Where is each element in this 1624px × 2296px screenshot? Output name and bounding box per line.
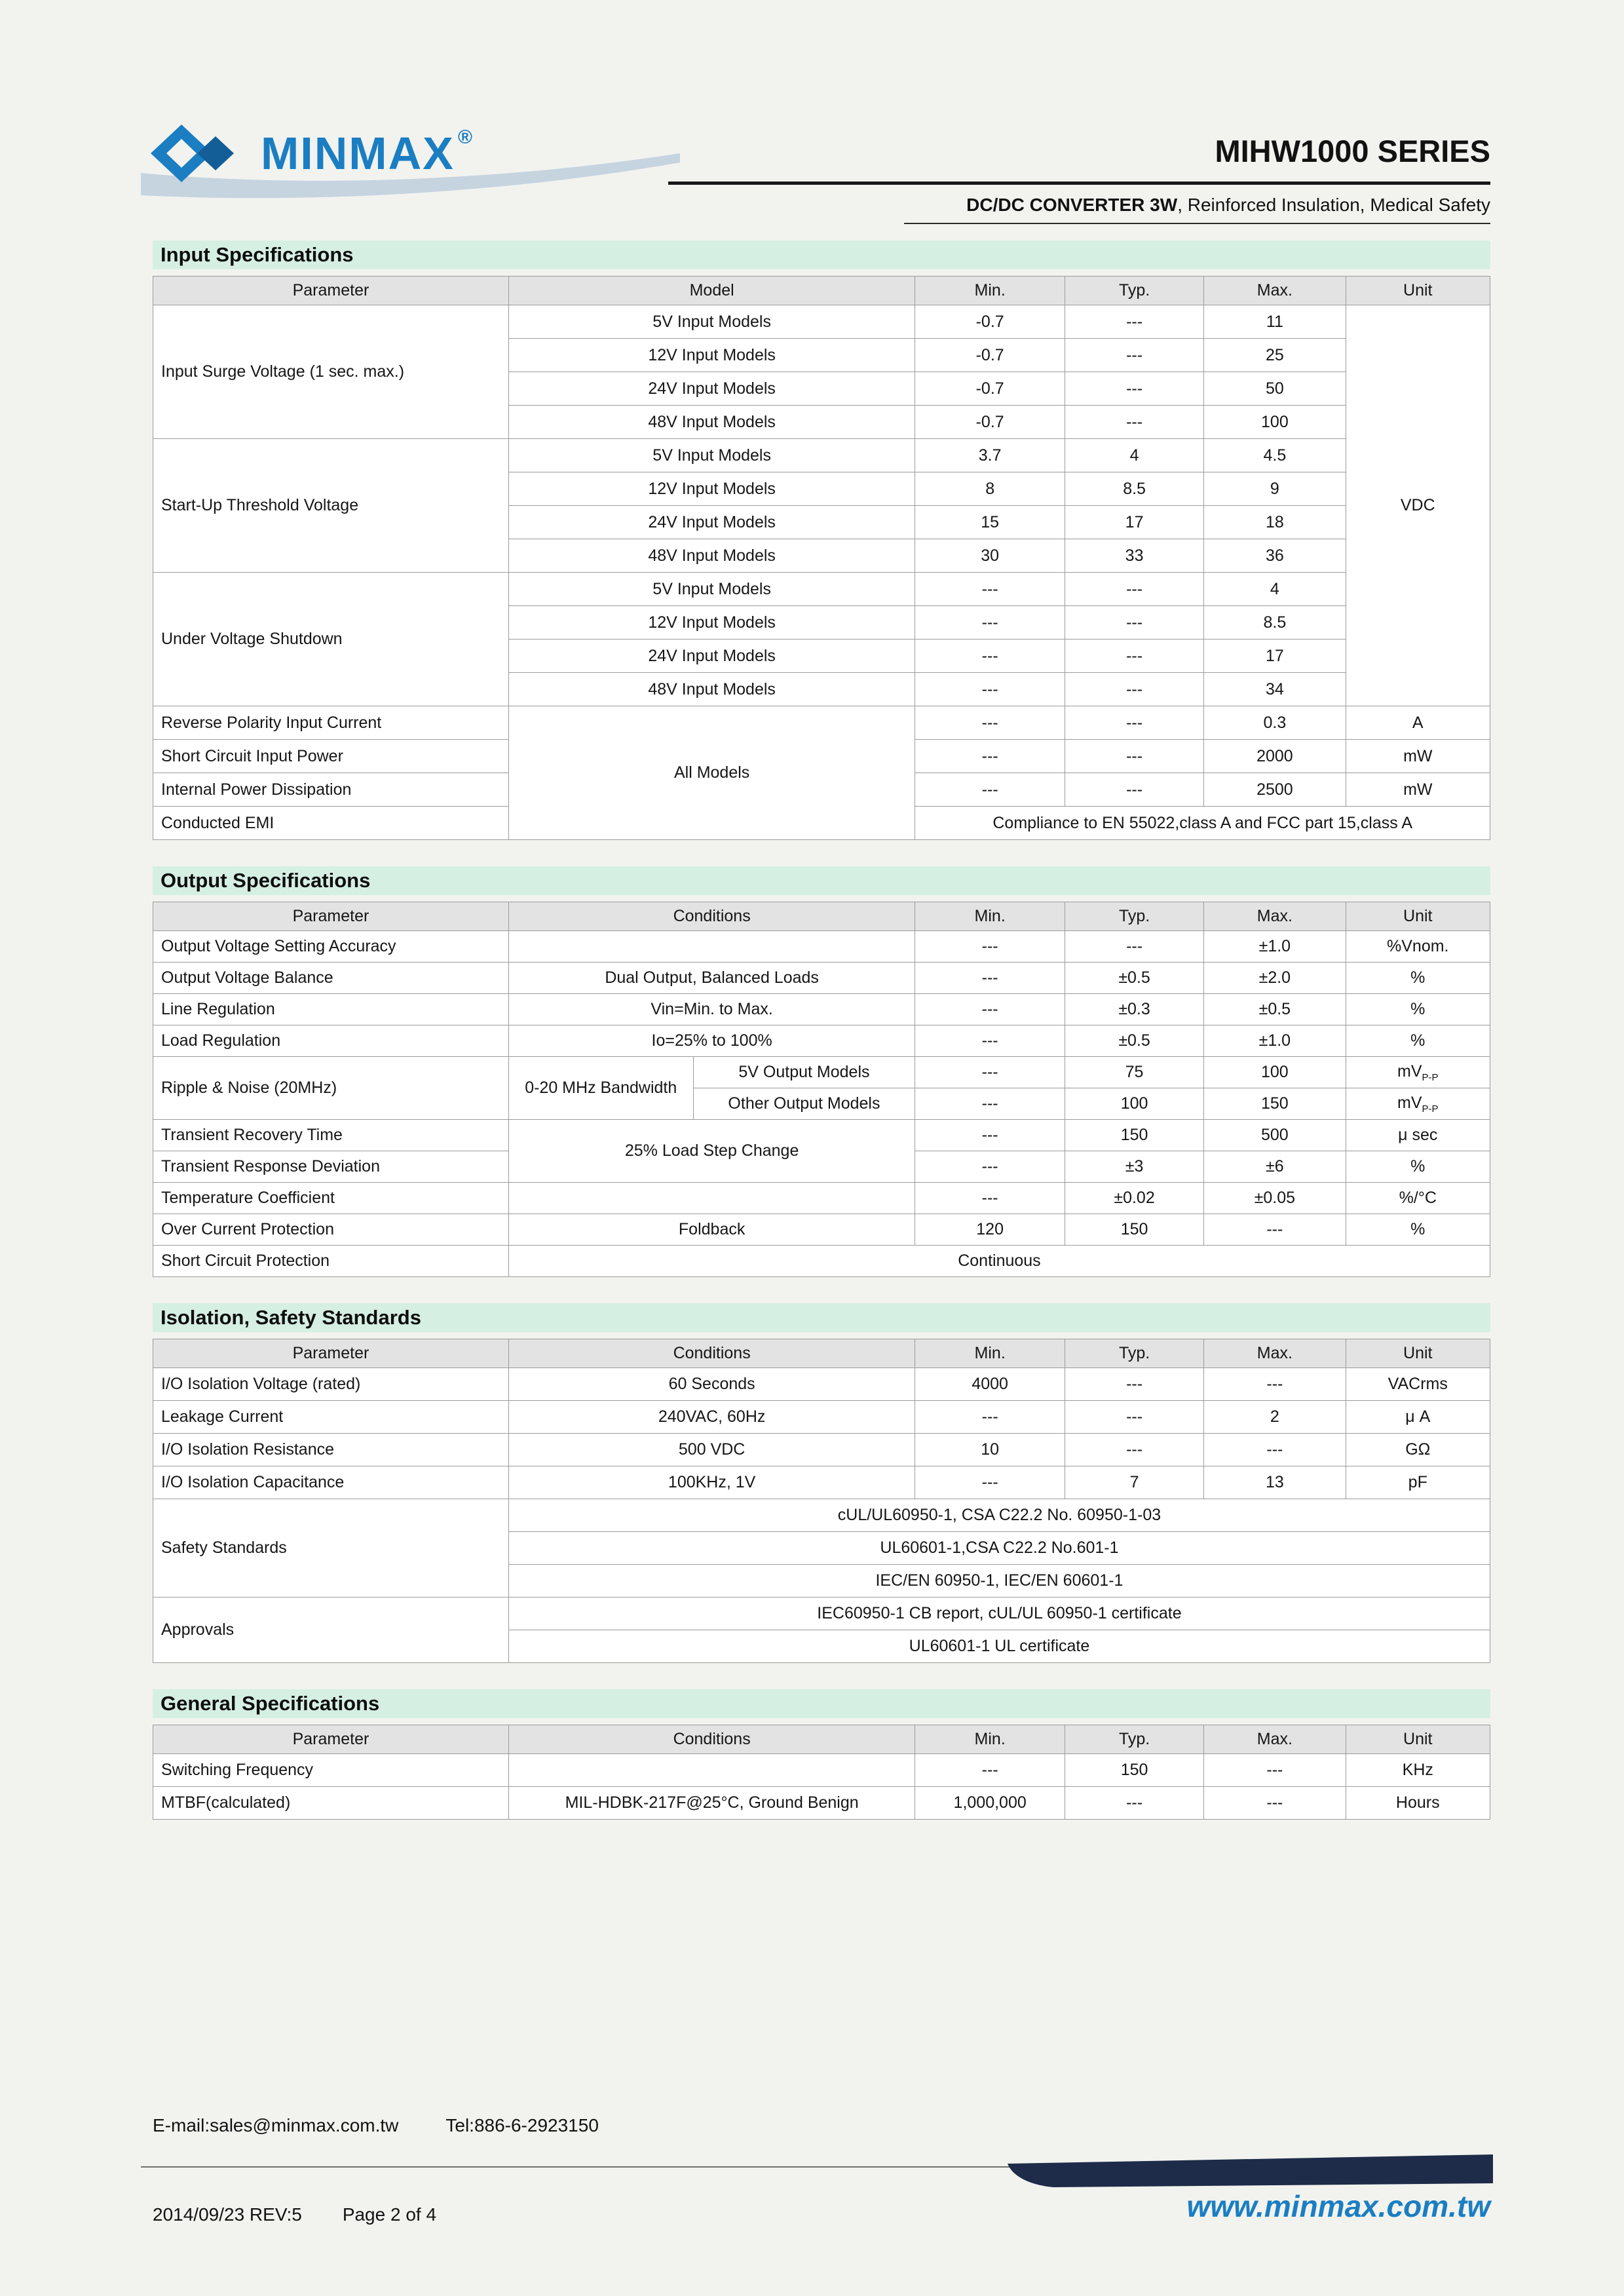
logo-text: MINMAX xyxy=(261,128,455,179)
spec-sections xyxy=(153,240,1490,1846)
table-cell: --- xyxy=(1065,773,1203,807)
column-header: Typ. xyxy=(1065,902,1203,931)
table-cell: 1,000,000 xyxy=(915,1787,1065,1820)
table-cell: 24V Input Models xyxy=(508,372,915,406)
series-underline xyxy=(668,182,1490,185)
table-cell: --- xyxy=(915,963,1065,994)
table-cell: 8 xyxy=(915,472,1065,506)
table-cell: 48V Input Models xyxy=(508,539,915,573)
table-cell: --- xyxy=(1065,640,1203,673)
table-cell: --- xyxy=(915,1466,1065,1499)
table-cell: Short Circuit Protection xyxy=(153,1246,509,1277)
table-cell: 150 xyxy=(1065,1214,1203,1246)
table-cell: 24V Input Models xyxy=(508,640,915,673)
minmax-logo-icon xyxy=(151,122,249,185)
subtitle-product: DC/DC CONVERTER 3W xyxy=(966,195,1178,215)
footer-tel: Tel:886-6-2923150 xyxy=(445,2115,599,2135)
column-header: Typ. xyxy=(1065,1725,1203,1754)
table-cell: 13 xyxy=(1204,1466,1346,1499)
table-cell: --- xyxy=(1065,606,1203,640)
footer-email: E-mail:sales@minmax.com.tw xyxy=(153,2115,399,2135)
table-cell: cUL/UL60950-1, CSA C22.2 No. 60950-1-03 xyxy=(508,1499,1490,1532)
table-cell: Leakage Current xyxy=(153,1401,509,1434)
table-cell: 60 Seconds xyxy=(508,1368,915,1401)
table-row xyxy=(153,1025,1490,1057)
column-header: Parameter xyxy=(153,902,509,931)
table-cell: --- xyxy=(1065,372,1203,406)
table-cell: VDC xyxy=(1346,305,1490,706)
table-cell: 5V Input Models xyxy=(508,573,915,606)
table-cell: -0.7 xyxy=(915,372,1065,406)
spec-section xyxy=(153,866,1490,1277)
table-cell: 240VAC, 60Hz xyxy=(508,1401,915,1434)
table-cell: ±3 xyxy=(1065,1151,1203,1183)
table-cell: KHz xyxy=(1346,1754,1490,1787)
table-row xyxy=(153,1434,1490,1466)
table-cell: I/O Isolation Resistance xyxy=(153,1434,509,1466)
table-cell: UL60601-1,CSA C22.2 No.601-1 xyxy=(508,1532,1490,1565)
table-cell: Load Regulation xyxy=(153,1025,509,1057)
footer-revision: 2014/09/23 REV:5 xyxy=(153,2204,302,2225)
table-cell xyxy=(508,1183,915,1214)
table-cell: --- xyxy=(915,931,1065,963)
spec-section xyxy=(153,240,1490,840)
spec-table xyxy=(153,1339,1490,1663)
table-cell: mW xyxy=(1346,773,1490,807)
table-cell: UL60601-1 UL certificate xyxy=(508,1630,1490,1663)
table-cell: 48V Input Models xyxy=(508,406,915,439)
footer-revision-line xyxy=(153,2204,436,2225)
table-row xyxy=(153,706,1490,740)
subtitle-description: , Reinforced Insulation, Medical Safety xyxy=(1177,195,1490,215)
table-cell: 4 xyxy=(1204,573,1346,606)
table-cell: Hours xyxy=(1346,1787,1490,1820)
table-cell: 8.5 xyxy=(1065,472,1203,506)
table-row xyxy=(153,573,1490,606)
table-cell: ±6 xyxy=(1204,1151,1346,1183)
table-row xyxy=(153,931,1490,963)
table-row xyxy=(153,439,1490,472)
table-cell: 5V Input Models xyxy=(508,305,915,339)
series-title: MIHW1000 SERIES xyxy=(1215,134,1490,168)
table-cell: Vin=Min. to Max. xyxy=(508,994,915,1025)
column-header: Conditions xyxy=(508,902,915,931)
table-row xyxy=(153,1214,1490,1246)
table-cell: 2500 xyxy=(1204,773,1346,807)
table-cell: 2000 xyxy=(1204,740,1346,773)
column-header: Typ. xyxy=(1065,1339,1203,1368)
table-header-row xyxy=(153,902,1490,931)
table-cell: 8.5 xyxy=(1204,606,1346,640)
doc-header xyxy=(0,0,1624,242)
table-cell: MIL-HDBK-217F@25°C, Ground Benign xyxy=(508,1787,915,1820)
table-cell: -0.7 xyxy=(915,339,1065,372)
column-header: Conditions xyxy=(508,1725,915,1754)
table-cell: 24V Input Models xyxy=(508,506,915,539)
column-header: Unit xyxy=(1346,1339,1490,1368)
section-title: Isolation, Safety Standards xyxy=(153,1303,1490,1332)
table-cell: pF xyxy=(1346,1466,1490,1499)
table-cell: Switching Frequency xyxy=(153,1754,509,1787)
table-cell: --- xyxy=(1204,1787,1346,1820)
table-cell: VACrms xyxy=(1346,1368,1490,1401)
table-cell: --- xyxy=(1065,406,1203,439)
table-cell: 4000 xyxy=(915,1368,1065,1401)
table-cell: Foldback xyxy=(508,1214,915,1246)
table-cell: 25 xyxy=(1204,339,1346,372)
table-cell: 4.5 xyxy=(1204,439,1346,472)
table-cell: Continuous xyxy=(508,1246,1490,1277)
table-cell: 100KHz, 1V xyxy=(508,1466,915,1499)
table-cell: --- xyxy=(915,740,1065,773)
table-cell: --- xyxy=(1065,706,1203,740)
table-cell: Compliance to EN 55022,class A and FCC part 15,class A xyxy=(915,807,1490,840)
table-row xyxy=(153,994,1490,1025)
table-cell: Ripple & Noise (20MHz) xyxy=(153,1057,509,1120)
table-cell: 18 xyxy=(1204,506,1346,539)
table-cell: 25% Load Step Change xyxy=(508,1120,915,1183)
table-row xyxy=(153,1183,1490,1214)
table-cell: --- xyxy=(1065,673,1203,706)
table-cell: --- xyxy=(1065,740,1203,773)
table-cell: 30 xyxy=(915,539,1065,573)
table-cell: 17 xyxy=(1065,506,1203,539)
table-cell: ±2.0 xyxy=(1204,963,1346,994)
column-header: Max. xyxy=(1204,277,1346,305)
table-cell: --- xyxy=(1065,1401,1203,1434)
column-header: Parameter xyxy=(153,277,509,305)
table-cell: --- xyxy=(1065,1434,1203,1466)
table-header-row xyxy=(153,1339,1490,1368)
column-header: Unit xyxy=(1346,277,1490,305)
table-header-row xyxy=(153,277,1490,305)
table-cell: 34 xyxy=(1204,673,1346,706)
table-cell: %Vnom. xyxy=(1346,931,1490,963)
table-cell: 5V Output Models xyxy=(693,1057,915,1088)
table-cell: Temperature Coefficient xyxy=(153,1183,509,1214)
section-title: Input Specifications xyxy=(153,240,1490,269)
column-header: Max. xyxy=(1204,1339,1346,1368)
table-cell: 36 xyxy=(1204,539,1346,573)
table-cell: ±1.0 xyxy=(1204,931,1346,963)
table-cell: ±0.02 xyxy=(1065,1183,1203,1214)
table-cell: --- xyxy=(1204,1754,1346,1787)
table-cell: Output Voltage Setting Accuracy xyxy=(153,931,509,963)
table-cell: 0-20 MHz Bandwidth xyxy=(508,1057,693,1120)
column-header: Min. xyxy=(915,1339,1065,1368)
table-cell: I/O Isolation Capacitance xyxy=(153,1466,509,1499)
table-cell: 100 xyxy=(1204,1057,1346,1088)
table-cell: % xyxy=(1346,1151,1490,1183)
table-cell: Over Current Protection xyxy=(153,1214,509,1246)
table-cell: IEC60950-1 CB report, cUL/UL 60950-1 certificate xyxy=(508,1598,1490,1630)
table-cell: 5V Input Models xyxy=(508,439,915,472)
table-cell: --- xyxy=(915,1151,1065,1183)
table-cell: Short Circuit Input Power xyxy=(153,740,509,773)
section-title: Output Specifications xyxy=(153,866,1490,895)
column-header: Unit xyxy=(1346,902,1490,931)
table-cell: 75 xyxy=(1065,1057,1203,1088)
column-header: Conditions xyxy=(508,1339,915,1368)
table-row xyxy=(153,1057,1490,1088)
table-row xyxy=(153,1120,1490,1151)
table-row xyxy=(153,1246,1490,1277)
table-cell: --- xyxy=(915,706,1065,740)
table-cell: Reverse Polarity Input Current xyxy=(153,706,509,740)
table-cell: 2 xyxy=(1204,1401,1346,1434)
table-cell: ±0.5 xyxy=(1065,963,1203,994)
table-cell: ±0.3 xyxy=(1065,994,1203,1025)
footer-contact-line xyxy=(153,2115,599,2136)
subtitle-underline xyxy=(904,223,1490,224)
table-cell: % xyxy=(1346,1025,1490,1057)
table-row xyxy=(153,1754,1490,1787)
column-header: Min. xyxy=(915,902,1065,931)
table-cell: 500 xyxy=(1204,1120,1346,1151)
table-cell: % xyxy=(1346,994,1490,1025)
column-header: Max. xyxy=(1204,902,1346,931)
footer-ribbon xyxy=(1008,2153,1493,2190)
table-cell: 500 VDC xyxy=(508,1434,915,1466)
minmax-logo xyxy=(151,122,472,185)
table-cell: $mV_{P-P}$ xyxy=(1346,1057,1490,1088)
column-header: Min. xyxy=(915,277,1065,305)
table-cell: 12V Input Models xyxy=(508,472,915,506)
table-row xyxy=(153,1598,1490,1630)
table-cell: 50 xyxy=(1204,372,1346,406)
table-cell: 120 xyxy=(915,1214,1065,1246)
table-cell: 4 xyxy=(1065,439,1203,472)
table-cell: Approvals xyxy=(153,1598,509,1663)
table-cell: Transient Response Deviation xyxy=(153,1151,509,1183)
column-header: Min. xyxy=(915,1725,1065,1754)
table-cell: μ sec xyxy=(1346,1120,1490,1151)
table-cell: --- xyxy=(915,1401,1065,1434)
spec-section xyxy=(153,1303,1490,1663)
table-cell: All Models xyxy=(508,706,915,840)
table-cell: Internal Power Dissipation xyxy=(153,773,509,807)
footer-page-number: Page 2 of 4 xyxy=(342,2204,437,2225)
table-cell: Io=25% to 100% xyxy=(508,1025,915,1057)
registered-mark-icon: ® xyxy=(457,126,472,148)
table-cell: %/°C xyxy=(1346,1183,1490,1214)
table-cell: Safety Standards xyxy=(153,1499,509,1598)
table-cell: 7 xyxy=(1065,1466,1203,1499)
spec-table xyxy=(153,276,1490,840)
table-cell: 11 xyxy=(1204,305,1346,339)
spec-section xyxy=(153,1689,1490,1820)
table-cell: --- xyxy=(915,773,1065,807)
table-row xyxy=(153,1499,1490,1532)
table-cell: 9 xyxy=(1204,472,1346,506)
table-cell: mW xyxy=(1346,740,1490,773)
table-cell: --- xyxy=(915,573,1065,606)
table-cell: 100 xyxy=(1204,406,1346,439)
table-cell: 10 xyxy=(915,1434,1065,1466)
column-header: Parameter xyxy=(153,1725,509,1754)
table-cell: --- xyxy=(915,673,1065,706)
table-cell: 12V Input Models xyxy=(508,339,915,372)
table-cell: 100 xyxy=(1065,1088,1203,1120)
table-cell: 150 xyxy=(1065,1754,1203,1787)
table-cell: --- xyxy=(915,640,1065,673)
table-cell: ±0.5 xyxy=(1065,1025,1203,1057)
table-cell xyxy=(508,1754,915,1787)
column-header: Max. xyxy=(1204,1725,1346,1754)
table-row xyxy=(153,1466,1490,1499)
table-cell: Other Output Models xyxy=(693,1088,915,1120)
table-cell: % xyxy=(1346,963,1490,994)
table-cell: 3.7 xyxy=(915,439,1065,472)
column-header: Unit xyxy=(1346,1725,1490,1754)
table-cell: ±1.0 xyxy=(1204,1025,1346,1057)
table-cell: --- xyxy=(915,1088,1065,1120)
table-row xyxy=(153,963,1490,994)
table-cell: --- xyxy=(1204,1368,1346,1401)
table-cell: 48V Input Models xyxy=(508,673,915,706)
table-row xyxy=(153,1787,1490,1820)
column-header: Model xyxy=(508,277,915,305)
table-cell: Input Surge Voltage (1 sec. max.) xyxy=(153,305,509,439)
table-cell: Conducted EMI xyxy=(153,807,509,840)
table-cell: Start-Up Threshold Voltage xyxy=(153,439,509,573)
table-cell: Transient Recovery Time xyxy=(153,1120,509,1151)
column-header: Typ. xyxy=(1065,277,1203,305)
table-cell: --- xyxy=(1065,1368,1203,1401)
table-cell: ±0.05 xyxy=(1204,1183,1346,1214)
table-cell: MTBF(calculated) xyxy=(153,1787,509,1820)
table-cell: Under Voltage Shutdown xyxy=(153,573,509,706)
table-cell: --- xyxy=(1065,1787,1203,1820)
table-cell xyxy=(508,931,915,963)
table-cell: -0.7 xyxy=(915,305,1065,339)
table-cell: GΩ xyxy=(1346,1434,1490,1466)
table-cell: IEC/EN 60950-1, IEC/EN 60601-1 xyxy=(508,1565,1490,1598)
table-cell: 17 xyxy=(1204,640,1346,673)
table-cell: 15 xyxy=(915,506,1065,539)
table-cell: 0.3 xyxy=(1204,706,1346,740)
table-cell: Line Regulation xyxy=(153,994,509,1025)
table-cell: --- xyxy=(915,1183,1065,1214)
table-cell: --- xyxy=(915,606,1065,640)
table-cell: 12V Input Models xyxy=(508,606,915,640)
table-cell: Output Voltage Balance xyxy=(153,963,509,994)
table-header-row xyxy=(153,1725,1490,1754)
table-cell: --- xyxy=(1065,931,1203,963)
table-cell: $mV_{P-P}$ xyxy=(1346,1088,1490,1120)
table-cell: --- xyxy=(915,1754,1065,1787)
table-cell: --- xyxy=(1204,1214,1346,1246)
table-cell: μ A xyxy=(1346,1401,1490,1434)
website-url: www.minmax.com.tw xyxy=(1186,2189,1490,2223)
table-row xyxy=(153,1368,1490,1401)
table-cell: Dual Output, Balanced Loads xyxy=(508,963,915,994)
table-cell: 150 xyxy=(1065,1120,1203,1151)
table-cell: I/O Isolation Voltage (rated) xyxy=(153,1368,509,1401)
table-cell: --- xyxy=(915,1057,1065,1088)
table-cell: A xyxy=(1346,706,1490,740)
table-cell: --- xyxy=(915,1025,1065,1057)
table-cell: --- xyxy=(1065,339,1203,372)
table-cell: -0.7 xyxy=(915,406,1065,439)
table-cell: --- xyxy=(915,1120,1065,1151)
section-title: General Specifications xyxy=(153,1689,1490,1718)
spec-table xyxy=(153,902,1490,1277)
table-cell: --- xyxy=(915,994,1065,1025)
table-cell: % xyxy=(1346,1214,1490,1246)
column-header: Parameter xyxy=(153,1339,509,1368)
table-cell: --- xyxy=(1065,573,1203,606)
subtitle xyxy=(966,195,1490,216)
table-cell: --- xyxy=(1065,305,1203,339)
table-row xyxy=(153,1401,1490,1434)
table-cell: 150 xyxy=(1204,1088,1346,1120)
table-cell: ±0.5 xyxy=(1204,994,1346,1025)
spec-table xyxy=(153,1725,1490,1820)
table-row xyxy=(153,305,1490,339)
table-cell: --- xyxy=(1204,1434,1346,1466)
table-cell: 33 xyxy=(1065,539,1203,573)
